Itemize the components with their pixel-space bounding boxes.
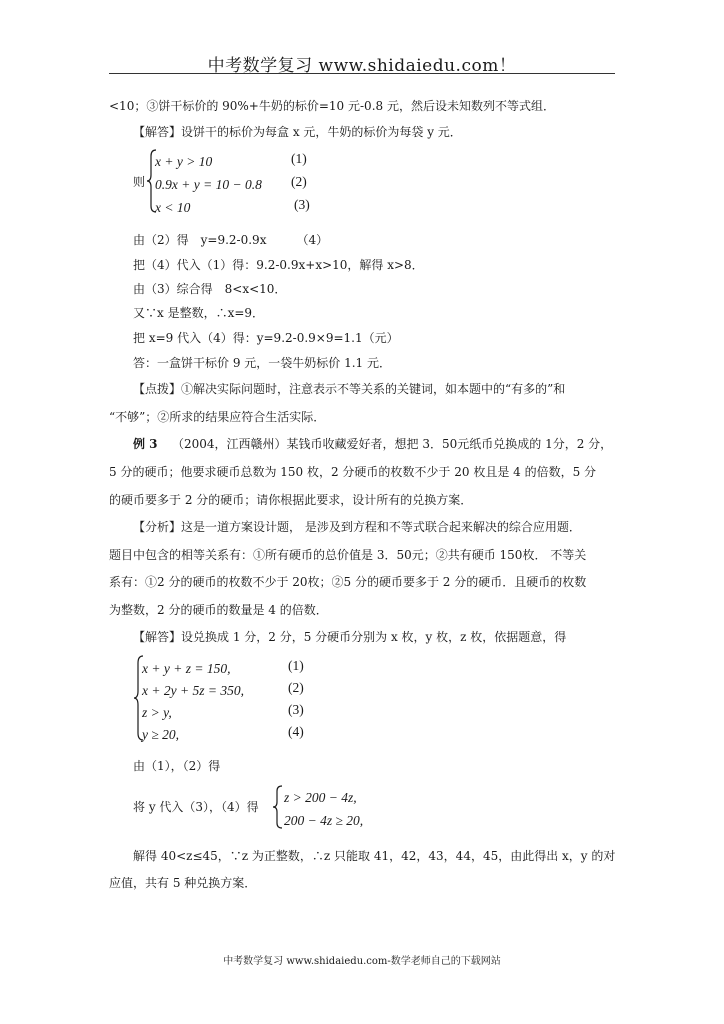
example-label: 例 3 [133, 437, 158, 451]
equation-row [284, 787, 357, 806]
text-line: 由（3）综合得 8<x<10． [133, 282, 287, 296]
equation-expr: 200 − 4z ≥ 20, [284, 813, 364, 828]
header-title: 中考数学复习 www.shidaiedu.com！ [207, 56, 517, 76]
equation-expr: x + y > 10 [155, 154, 213, 169]
text-line: 答：一盒饼干标价 9 元，一袋牛奶标价 1.1 元． [133, 356, 391, 370]
equation-number: (1) [291, 151, 307, 166]
brace-symbol [272, 784, 284, 830]
equation-row [142, 724, 179, 743]
equation-row [155, 151, 212, 170]
page-footer: 中考数学复习 www.shidaiedu.com-数学老师自己的下载网站 [223, 956, 501, 967]
text-line: <10；③饼干标价的 90%+牛奶的标价=10 元-0.8 元，然后设未知数列不等式组． [109, 99, 555, 113]
equation-number: (2) [291, 174, 307, 189]
equation-number: (2) [288, 680, 304, 695]
equation-row [142, 702, 172, 721]
text-line: 5 分的硬币；他要求硬币总数为 150 枚，2 分硬币的枚数不少于 20 枚且是 4 的倍数，5 分 [109, 465, 597, 479]
text-line: 【解答】设饼干的标价为每盒 x 元，牛奶的标价为每袋 y 元． [133, 125, 462, 139]
text-line: 题目中包含的相等关系有：①所有硬币的总价值是 3．50元；②共有硬币 150枚． 不等关 [109, 548, 587, 562]
equation-expr: y ≥ 20, [142, 727, 180, 742]
equation-row [142, 658, 230, 677]
text-line: 将 y 代入（3），（4）得 [133, 800, 259, 814]
text-line: 由（1），（2）得 [133, 759, 221, 773]
text-line: 解得 40<z≤45，∵z 为正整数，∴z 只能取 41，42，43，44，45，由此得出 x，y 的对 [133, 849, 616, 863]
text-line: 【解答】设兑换成 1 分，2 分，5 分硬币分别为 x 枚，y 枚，z 枚，依据题意，得 [133, 630, 567, 644]
text-line: （2004，江西赣州）某钱币收藏爱好者，想把 3．50元纸币兑换成的 1分，2 分， [172, 437, 613, 451]
equation-expr: x < 10 [155, 200, 191, 215]
equation-expr: z > y, [142, 705, 172, 720]
then-label: 则 [133, 175, 146, 189]
equation-number: (3) [294, 197, 310, 212]
equation-number: (1) [288, 658, 304, 673]
text-line: 把 x=9 代入（4）得：y=9.2-0.9×9=1.1（元） [133, 331, 399, 345]
equation-number: (4) [288, 724, 304, 739]
text-line: “不够”；②所求的结果应符合生活实际． [109, 410, 326, 424]
equation-expr: x + 2y + 5z = 350, [142, 683, 244, 698]
equation-row [155, 197, 190, 216]
text-line: 【分析】这是一道方案设计题， 是涉及到方程和不等式联合起来解决的综合应用题． [133, 520, 581, 534]
equation-row [284, 810, 363, 829]
text-line: 又∵x 是整数，∴x=9． [133, 306, 265, 320]
text-line: 的硬币要多于 2 分的硬币；请你根据此要求，设计所有的兑换方案． [109, 493, 473, 507]
equation-expr: x + y + z = 150, [142, 661, 231, 676]
equation-row [142, 680, 244, 699]
equation-expr: 0.9x + y = 10 − 0.8 [155, 177, 262, 192]
text-line: 【点拨】①解决实际问题时，注意表示不等关系的关键词，如本题中的“有多的”和 [133, 382, 566, 396]
text-line: 为整数，2 分的硬币的数量是 4 的倍数． [109, 603, 328, 617]
equation-number: (3) [288, 702, 304, 717]
text-line: 应值，共有 5 种兑换方案． [109, 876, 257, 890]
text-line: 由（2）得 y=9.2-0.9x （4） [133, 233, 329, 247]
text-line: 把（4）代入（1）得：9.2-0.9x+x>10，解得 x>8． [133, 258, 424, 272]
equation-expr: z > 200 − 4z, [284, 790, 357, 805]
header-divider [109, 73, 615, 74]
equation-row [155, 174, 262, 193]
text-line: 系有：①2 分的硬币的枚数不少于 20枚；②5 分的硬币要多于 2 分的硬币．且硬币的枚数 [109, 575, 587, 589]
